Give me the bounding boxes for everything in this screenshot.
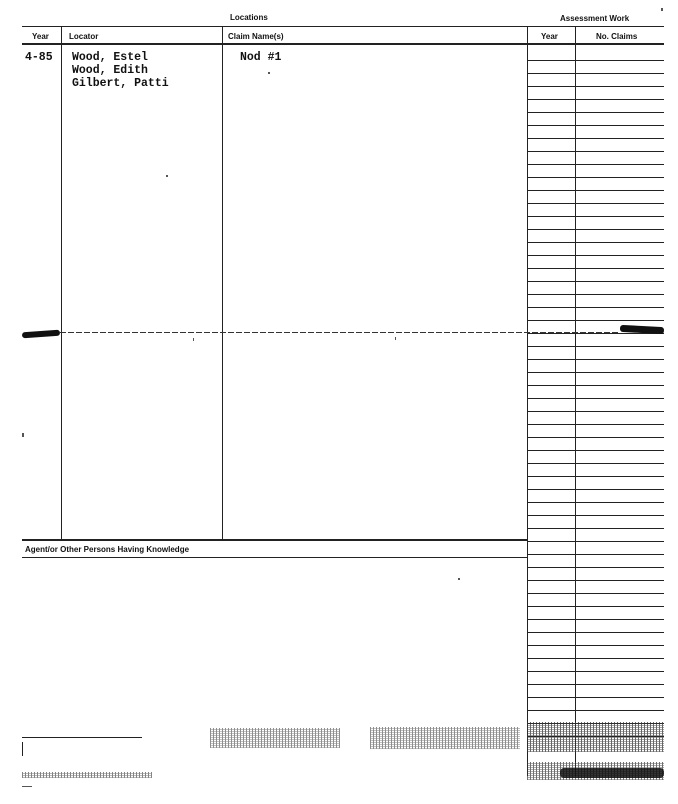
entry-claim-name: Nod #1 [240, 51, 282, 64]
speck [268, 72, 270, 74]
year-locator-divider [61, 26, 62, 540]
claim-names-column-header: Claim Name(s) [228, 32, 284, 41]
fold-line [60, 332, 620, 333]
assessment-work-header: Assessment Work [560, 14, 630, 23]
locations-header: Locations [230, 13, 268, 22]
entry-year: 4-85 [25, 51, 53, 64]
speck [22, 433, 24, 437]
speck [661, 8, 663, 11]
speck [458, 578, 460, 580]
scan-noise [210, 728, 340, 748]
speck [395, 337, 396, 340]
scan-smudge [560, 768, 664, 778]
no-claims-column-header: No. Claims [596, 32, 638, 41]
entry-locator-1: Wood, Estel [72, 51, 148, 64]
scan-noise [22, 772, 152, 778]
scan-noise [527, 722, 664, 752]
scan-noise [370, 727, 520, 749]
speck [166, 175, 168, 177]
speck [193, 338, 194, 341]
aw-year-column-header: Year [541, 32, 558, 41]
top-rule [22, 26, 664, 27]
agent-section-rule [22, 539, 527, 541]
entry-locator-2: Wood, Edith [72, 64, 148, 77]
speck [22, 786, 32, 787]
bottom-left-tick [22, 742, 23, 756]
fold-mark-left [22, 330, 60, 339]
locator-claim-divider [222, 26, 223, 540]
agent-underline [22, 557, 527, 558]
bottom-rule [22, 737, 142, 738]
year-column-header: Year [32, 32, 49, 41]
assessment-rows [527, 43, 664, 778]
agent-section-header: Agent/or Other Persons Having Knowledge [25, 545, 190, 554]
entry-locator-3: Gilbert, Patti [72, 77, 169, 90]
locator-column-header: Locator [69, 32, 99, 41]
